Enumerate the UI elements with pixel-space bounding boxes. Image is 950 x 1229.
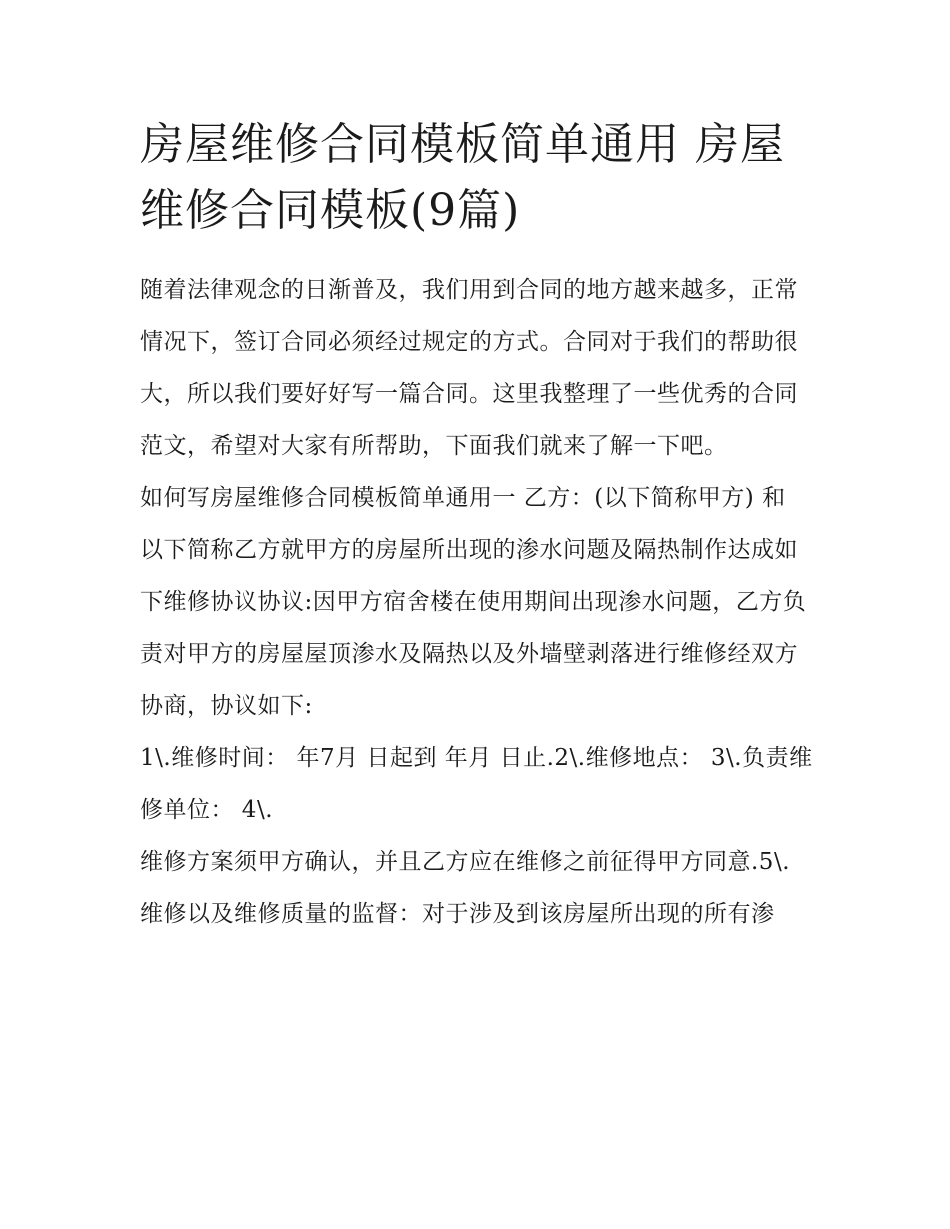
agreement-paragraph: 以下简称乙方就甲方的房屋所出现的渗水问题及隔热制作达成如下维修协议协议:因甲方宿舍楼在使用期间出现渗水问题，乙方负责对甲方的房屋屋顶渗水及隔热以及外墙壁剥落进行维修经双方协商，协议如下: [140,537,807,719]
document-title: 房屋维修合同模板简单通用 房屋维修合同模板(9篇) [140,119,785,236]
clause-paragraph-1-4: 1\.维修时间： 年7月 日起到 年月 日止.2\.维修地点： 3\.负责维修单位： 4\. [140,745,813,823]
section-heading-paragraph: 如何写房屋维修合同模板简单通用一 乙方：(以下简称甲方) 和 [140,485,786,511]
intro-paragraph: 随着法律观念的日渐普及，我们用到合同的地方越来越多，正常情况下，签订合同必须经过规定的方式。合同对于我们的帮助很大，所以我们要好好写一篇合同。这里我整理了一些优秀的合同范文，希望对大家有所帮助，下面我们就来了解一下吧。 [140,277,798,459]
clause-paragraph-5: 维修以及维修质量的监督：对于涉及到该房屋所出现的所有渗 [140,901,775,927]
clause-paragraph-4-5: 维修方案须甲方确认，并且乙方应在维修之前征得甲方同意.5\. [140,849,791,875]
document-body [140,112,820,940]
